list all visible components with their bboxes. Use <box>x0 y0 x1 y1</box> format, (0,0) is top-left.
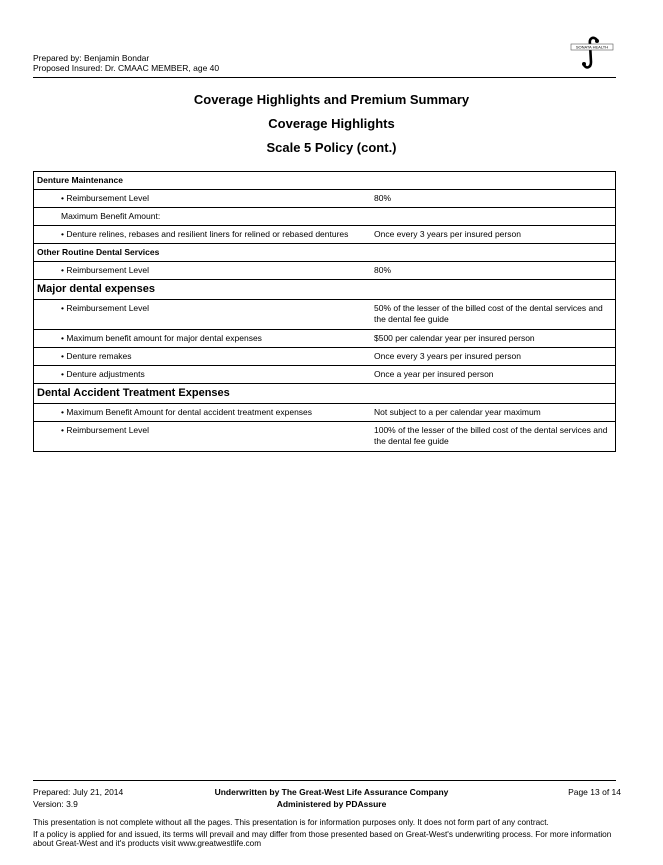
row-value: 50% of the lesser of the billed cost of the dental services and the dental fee guide <box>370 300 616 330</box>
row-label: Maximum Benefit Amount: <box>34 208 371 226</box>
row-label: • Reimbursement Level <box>34 300 371 330</box>
row-label: • Maximum benefit amount for major dental expenses <box>34 330 371 348</box>
section-header-denture-maintenance <box>34 172 616 190</box>
sonata-logo-icon <box>569 36 615 70</box>
page-titles <box>0 92 663 164</box>
section-title: Other Routine Dental Services <box>34 244 616 262</box>
row-value <box>370 208 616 226</box>
row-value: 100% of the lesser of the billed cost of the dental services and the dental fee guide <box>370 422 616 452</box>
header-info <box>33 53 219 73</box>
table-row <box>34 262 616 280</box>
table-row <box>34 348 616 366</box>
section-header-major-dental <box>34 280 616 300</box>
row-value: 80% <box>370 190 616 208</box>
row-label: • Denture relines, rebases and resilient liners for relined or rebased dentures <box>34 226 371 244</box>
prepared-by: Prepared by: Benjamin Bondar <box>33 53 150 63</box>
coverage-table <box>33 171 616 452</box>
table-row <box>34 404 616 422</box>
table-row <box>34 226 616 244</box>
footer-divider <box>33 780 616 781</box>
table-row <box>34 366 616 384</box>
policy-title: Scale 5 Policy (cont.) <box>266 140 397 155</box>
version: Version: 3.9 <box>33 799 78 809</box>
section-header-other-routine <box>34 244 616 262</box>
row-label: • Maximum Benefit Amount for dental accident treatment expenses <box>34 404 371 422</box>
disclaimer-line-2: If a policy is applied for and issued, its terms will prevail and may differ from those presented based on Great-West's underwriting process. For more information about Great-West and it's products visit www.greatwestlife.com <box>33 829 612 848</box>
company-logo <box>569 36 615 70</box>
row-label: • Denture adjustments <box>34 366 371 384</box>
page-number: Page 13 of 14 <box>568 787 621 797</box>
row-value: $500 per calendar year per insured person <box>370 330 616 348</box>
header-divider <box>33 77 616 78</box>
section-title: Denture Maintenance <box>34 172 616 190</box>
svg-text:SONATA HEALTH: SONATA HEALTH <box>575 44 609 50</box>
proposed-insured: Proposed Insured: Dr. CMAAC MEMBER, age 40 <box>33 63 220 73</box>
section-title: Major dental expenses <box>34 280 616 300</box>
row-label: • Reimbursement Level <box>34 422 371 452</box>
row-value: Not subject to a per calendar year maximum <box>370 404 616 422</box>
table-row <box>34 190 616 208</box>
row-value: 80% <box>370 262 616 280</box>
row-label: • Reimbursement Level <box>34 190 371 208</box>
administrator: Administered by PDAssure <box>276 799 387 809</box>
disclaimer-line-1: This presentation is not complete without all the pages. This presentation is for information purposes only. It does not form part of any contract. <box>33 818 549 827</box>
table-row <box>34 422 616 452</box>
footer-left <box>33 786 123 810</box>
main-title: Coverage Highlights and Premium Summary <box>193 92 470 107</box>
table-row <box>34 300 616 330</box>
row-label: • Denture remakes <box>34 348 371 366</box>
table-row <box>34 208 616 226</box>
table-row <box>34 330 616 348</box>
row-value: Once a year per insured person <box>370 366 616 384</box>
prepared-date: Prepared: July 21, 2014 <box>33 787 124 797</box>
disclaimer <box>33 818 623 849</box>
section-header-dental-accident <box>34 384 616 404</box>
row-value: Once every 3 years per insured person <box>370 226 616 244</box>
underwriter: Underwritten by The Great-West Life Assurance Company <box>214 787 449 797</box>
section-title: Dental Accident Treatment Expenses <box>34 384 616 404</box>
sub-title: Coverage Highlights <box>268 116 395 131</box>
row-value: Once every 3 years per insured person <box>370 348 616 366</box>
row-label: • Reimbursement Level <box>34 262 371 280</box>
